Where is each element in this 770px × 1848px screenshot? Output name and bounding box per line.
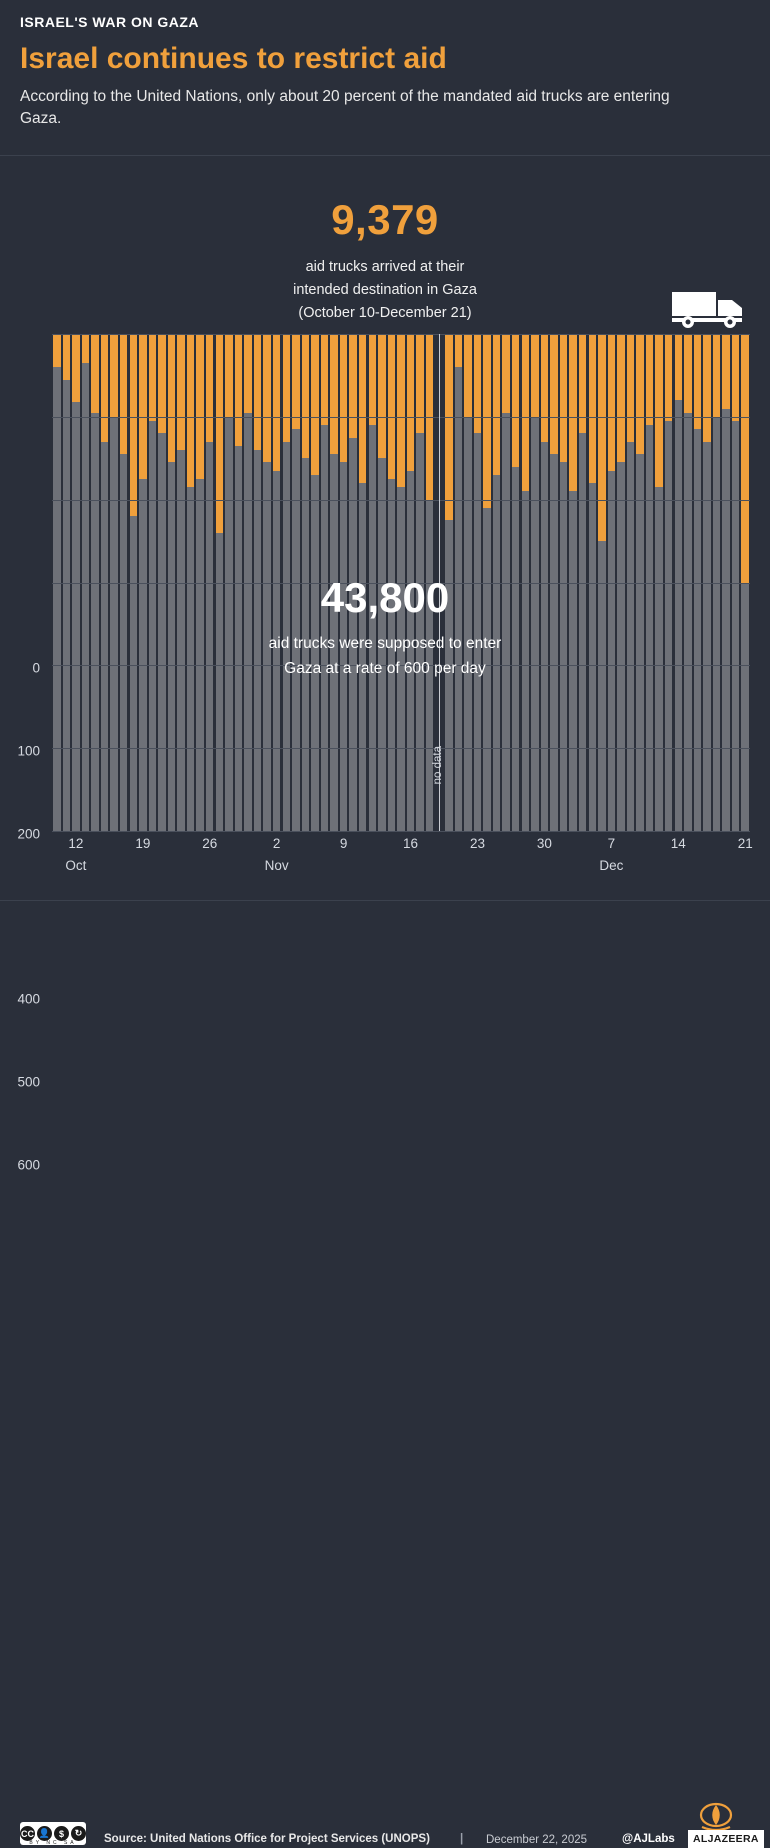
bar-arrived-segment <box>158 334 165 433</box>
bar-arrived-segment <box>292 334 299 429</box>
bar-arrived-segment <box>560 334 567 462</box>
x-axis <box>52 836 753 886</box>
bar-arrived-segment <box>522 334 529 491</box>
arrived-caption-line-3: (October 10-December 21) <box>298 305 472 322</box>
bar-arrived-segment <box>722 334 729 409</box>
bar-arrived-segment <box>703 334 710 442</box>
bar-arrived-segment <box>627 334 634 442</box>
y-axis-tick-label: 600 <box>17 1157 40 1173</box>
x-axis-month-label: Dec <box>599 858 624 873</box>
bar-arrived-segment <box>665 334 672 421</box>
expected-total-caption <box>0 632 770 682</box>
bar-arrived-segment <box>53 334 60 367</box>
bar-arrived-segment <box>130 334 137 516</box>
bar-arrived-segment <box>139 334 146 479</box>
bar-arrived-segment <box>713 334 720 417</box>
kicker-text: ISRAEL'S WAR ON GAZA <box>20 14 199 30</box>
bar-arrived-segment <box>206 334 213 442</box>
expected-total-number: 43,800 <box>320 574 450 621</box>
x-axis-tick-label: 7 <box>607 836 616 851</box>
divider <box>0 155 770 156</box>
bar-arrived-segment <box>474 334 481 433</box>
bar-arrived-segment <box>655 334 662 487</box>
bar-arrived-segment <box>149 334 156 421</box>
bar-arrived-segment <box>684 334 691 413</box>
bar-arrived-segment <box>101 334 108 442</box>
bar-arrived-segment <box>589 334 596 483</box>
y-axis-tick-label: 200 <box>17 826 40 842</box>
bar-arrived-segment <box>91 334 98 413</box>
bar-arrived-segment <box>646 334 653 425</box>
bar-arrived-segment <box>397 334 404 487</box>
x-axis-tick-label: 2 <box>272 836 281 851</box>
bar-arrived-segment <box>741 334 748 583</box>
aljazeera-wordmark: ALJAZEERA <box>688 1830 764 1848</box>
cc-sa-icon: ↻ <box>71 1826 86 1841</box>
truck-icon <box>672 288 748 333</box>
x-axis-tick-label: 26 <box>202 836 218 851</box>
y-axis-tick-label: 400 <box>17 991 40 1007</box>
x-axis-month-label: Nov <box>264 858 289 873</box>
gridline <box>52 417 750 418</box>
gridline <box>52 334 750 335</box>
x-axis-tick-label: 12 <box>68 836 84 851</box>
bar-arrived-segment <box>378 334 385 458</box>
bar-arrived-segment <box>340 334 347 462</box>
publish-date: December 22, 2025 <box>486 1834 588 1846</box>
page-title: Israel continues to restrict aid <box>20 42 447 75</box>
cc-icon: CC <box>20 1826 35 1841</box>
bar-arrived-segment <box>225 334 232 417</box>
bar-arrived-segment <box>369 334 376 425</box>
y-axis-tick-label: 100 <box>17 743 40 759</box>
y-axis-tick-label: 500 <box>17 1074 40 1090</box>
arrived-total-number: 9,379 <box>331 196 439 243</box>
bar-arrived-segment <box>617 334 624 462</box>
bar-arrived-segment <box>187 334 194 487</box>
bar-arrived-segment <box>493 334 500 475</box>
gridline <box>52 748 750 749</box>
expected-caption-line-2: Gaza at a rate of 600 per day <box>284 659 486 677</box>
bar-arrived-segment <box>455 334 462 367</box>
bar-arrived-segment <box>311 334 318 475</box>
footer-separator: | <box>460 1833 464 1845</box>
gridline <box>52 831 750 832</box>
arrived-caption-line-1: aid trucks arrived at their <box>305 259 465 275</box>
bar-arrived-segment <box>349 334 356 438</box>
expected-caption-line-1: aid trucks were supposed to enter <box>268 635 502 652</box>
bar-arrived-segment <box>579 334 586 433</box>
bar-arrived-segment <box>330 334 337 454</box>
bar-arrived-segment <box>445 334 452 520</box>
bar-arrived-segment <box>321 334 328 425</box>
aljazeera-logo-icon <box>694 1799 738 1833</box>
bar-arrived-segment <box>63 334 70 380</box>
bar-arrived-segment <box>636 334 643 454</box>
bar-arrived-segment <box>72 334 79 402</box>
cc-sub-label: BY NC SA <box>29 1840 77 1846</box>
bar-arrived-segment <box>598 334 605 541</box>
bar-arrived-segment <box>263 334 270 462</box>
bar-arrived-segment <box>82 334 89 363</box>
bar-arrived-segment <box>483 334 490 508</box>
no-data-label: no data <box>432 746 445 785</box>
bar-arrived-segment <box>302 334 309 458</box>
bar-arrived-segment <box>110 334 117 417</box>
bar-arrived-segment <box>541 334 548 442</box>
cc-by-icon: 👤 <box>37 1826 52 1841</box>
x-axis-tick-label: 21 <box>737 836 753 851</box>
bar-arrived-segment <box>569 334 576 491</box>
bar-arrived-segment <box>388 334 395 479</box>
bar-arrived-segment <box>177 334 184 450</box>
gridline <box>52 500 750 501</box>
bar-arrived-segment <box>254 334 261 450</box>
bar-arrived-segment <box>120 334 127 454</box>
x-axis-tick-label: 19 <box>135 836 151 851</box>
bar-arrived-segment <box>235 334 242 446</box>
bar-arrived-segment <box>608 334 615 471</box>
x-axis-tick-label: 30 <box>536 836 552 851</box>
bar-arrived-segment <box>244 334 251 413</box>
bar-arrived-segment <box>216 334 223 533</box>
bar-arrived-segment <box>512 334 519 467</box>
bar-arrived-segment <box>694 334 701 429</box>
cc-nc-icon: $ <box>54 1826 69 1841</box>
arrived-caption-line-2: intended destination in Gaza <box>293 282 477 299</box>
bar-arrived-segment <box>464 334 471 417</box>
bar-arrived-segment <box>168 334 175 462</box>
source-text: Source: United Nations Office for Project Services (UNOPS) <box>104 1833 430 1845</box>
bar-arrived-segment <box>675 334 682 400</box>
bar-arrived-segment <box>196 334 203 479</box>
bar-arrived-segment <box>502 334 509 413</box>
y-axis-tick-label: 0 <box>32 660 40 676</box>
social-handle: @AJLabs <box>622 1833 675 1845</box>
bar-arrived-segment <box>416 334 423 433</box>
bar-arrived-segment <box>273 334 280 471</box>
bar-arrived-segment <box>359 334 366 483</box>
x-axis-month-label: Oct <box>65 858 87 873</box>
x-axis-tick-label: 16 <box>403 836 419 851</box>
x-axis-tick-label: 9 <box>339 836 348 851</box>
x-axis-tick-label: 23 <box>469 836 485 851</box>
bar-arrived-segment <box>732 334 739 421</box>
x-axis-tick-label: 14 <box>670 836 686 851</box>
bar-arrived-segment <box>550 334 557 454</box>
arrived-total-caption <box>0 256 770 326</box>
subhead-text: According to the United Nations, only about 20 percent of the mandated aid trucks are entering Gaza. <box>20 88 670 128</box>
bar-arrived-segment <box>531 334 538 417</box>
bar-arrived-segment <box>407 334 414 471</box>
bar-arrived-segment <box>283 334 290 442</box>
